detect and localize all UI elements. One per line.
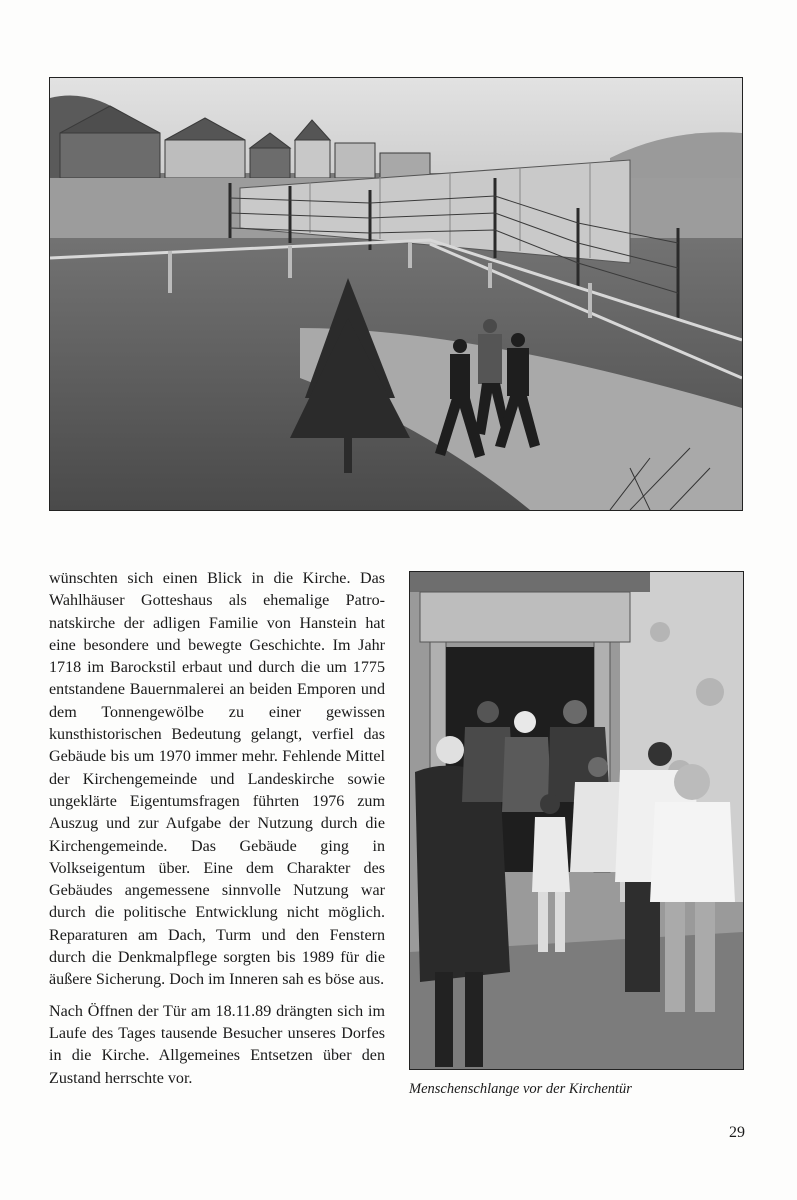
page-number: 29 bbox=[729, 1124, 745, 1141]
body-text-column bbox=[49, 568, 385, 1099]
photo-church-door-icon bbox=[410, 572, 743, 1069]
body-paragraph-2: Nach Öffnen der Tür am 18.11.89 drängten sich im Laufe des Tages tausende Besucher unseres Dorfes in die Kirche. Allgemeines Entsetzen über den Zustand herrschte vor. bbox=[49, 1002, 385, 1087]
photo-church-door bbox=[409, 571, 744, 1070]
photo-caption: Menschenschlange vor der Kirchentür bbox=[409, 1081, 632, 1097]
photo-border-landscape bbox=[49, 77, 743, 511]
photo-border-landscape-icon bbox=[50, 78, 742, 510]
body-paragraph-1: wünschten sich einen Blick in die Kirche. Das Wahlhäuser Gotteshaus als ehemalige Patronatskirche der adligen Familie von Hanstein hat eine besondere und bewegte Geschichte. Im Jahr 1718 im Barockstil erbaut und durch die um 1775 entstandene Bauernmalerei an beiden Emporen und dem Tonnengewölbe zu einer gewissen kunsthistorischen Bedeutung gelangt, verfiel das Gebäude bis um 1970 immer mehr. Fehlende Mittel der Kirchengemeinde und Landeskirche sowie ungeklärte Eigentumsfragen führten 1976 zum Auszug und zur Aufgabe der Nutzung durch die Kirchengemeinde. Das Gebäude ging in Volkseigentum über. Eine dem Charakter des Gebäudes angemessene sinnvolle Nutzung war durch die politische Entwicklung nicht möglich. Reparaturen am Dach, Turm und den Fenstern durch die Denkmalpflege sorgten bis 1989 für die äußere Sicherung. Doch im Inneren sah es böse aus. bbox=[49, 570, 385, 989]
